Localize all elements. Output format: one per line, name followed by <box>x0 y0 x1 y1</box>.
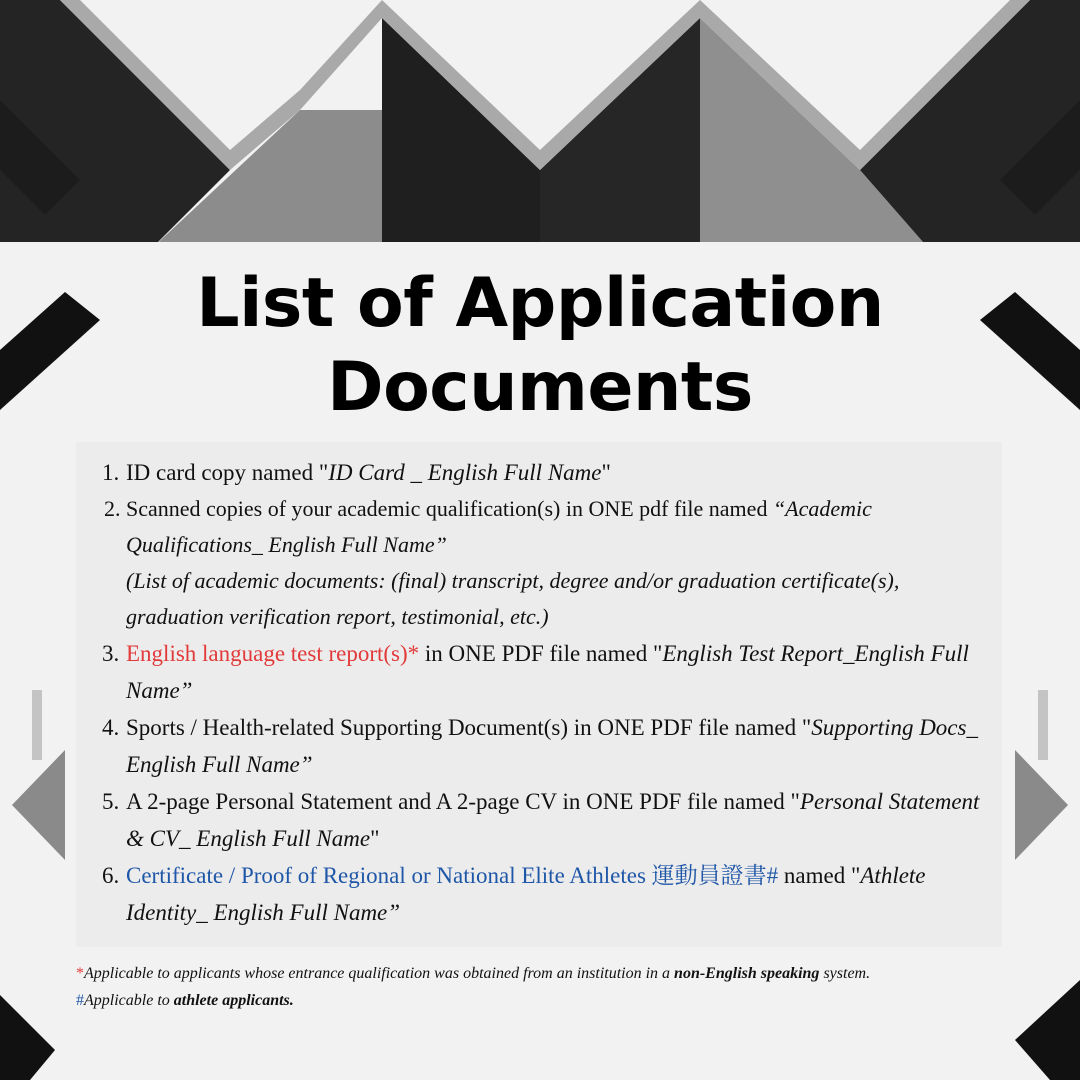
title-line-1: List of Application <box>196 264 884 343</box>
academic-documents-note: (List of academic documents: (final) transcript, degree and/or graduation certificate(s), graduation verification report, testimonial, etc.) <box>126 568 900 629</box>
title-line-2: Documents <box>327 348 753 427</box>
list-item-supporting-docs: 4. Sports / Health-related Supporting Document(s) in ONE PDF file named "Supporting Docs_ English Full Name” <box>102 715 978 777</box>
footnote-star: *Applicable to applicants whose entrance qualification was obtained from an institution in a non-English speaking system. <box>76 965 871 982</box>
list-item-personal-statement-cv: 5. A 2-page Personal Statement and A 2-page CV in ONE PDF file named "Personal Statement & CV_ English Full Name" <box>102 789 980 851</box>
documents-box <box>76 442 1002 947</box>
footnotes <box>76 960 1036 1014</box>
page-title <box>0 262 1080 430</box>
list-item-id-card: 1. ID card copy named "ID Card _ English Full Name" <box>102 460 611 485</box>
footnote-hash: #Applicable to athlete applicants. <box>76 992 294 1009</box>
list-item-english-test: 3. English language test report(s)* in ONE PDF file named "English Test Report_English Full Name” <box>102 641 969 703</box>
list-item-academic-qualifications: 2. Scanned copies of your academic qualification(s) in ONE pdf file named “Academic Qualifications_ English Full Name” (List of academic documents: (final) transcript, degree and/or graduation certificate(s), graduation verification report, testimonial, etc.) <box>76 491 1002 635</box>
document-list <box>76 454 1002 931</box>
list-item-athlete-certificate: 6. Certificate / Proof of Regional or National Elite Athletes 運動員證書# named "Athlete Identity_ English Full Name” <box>102 863 926 925</box>
